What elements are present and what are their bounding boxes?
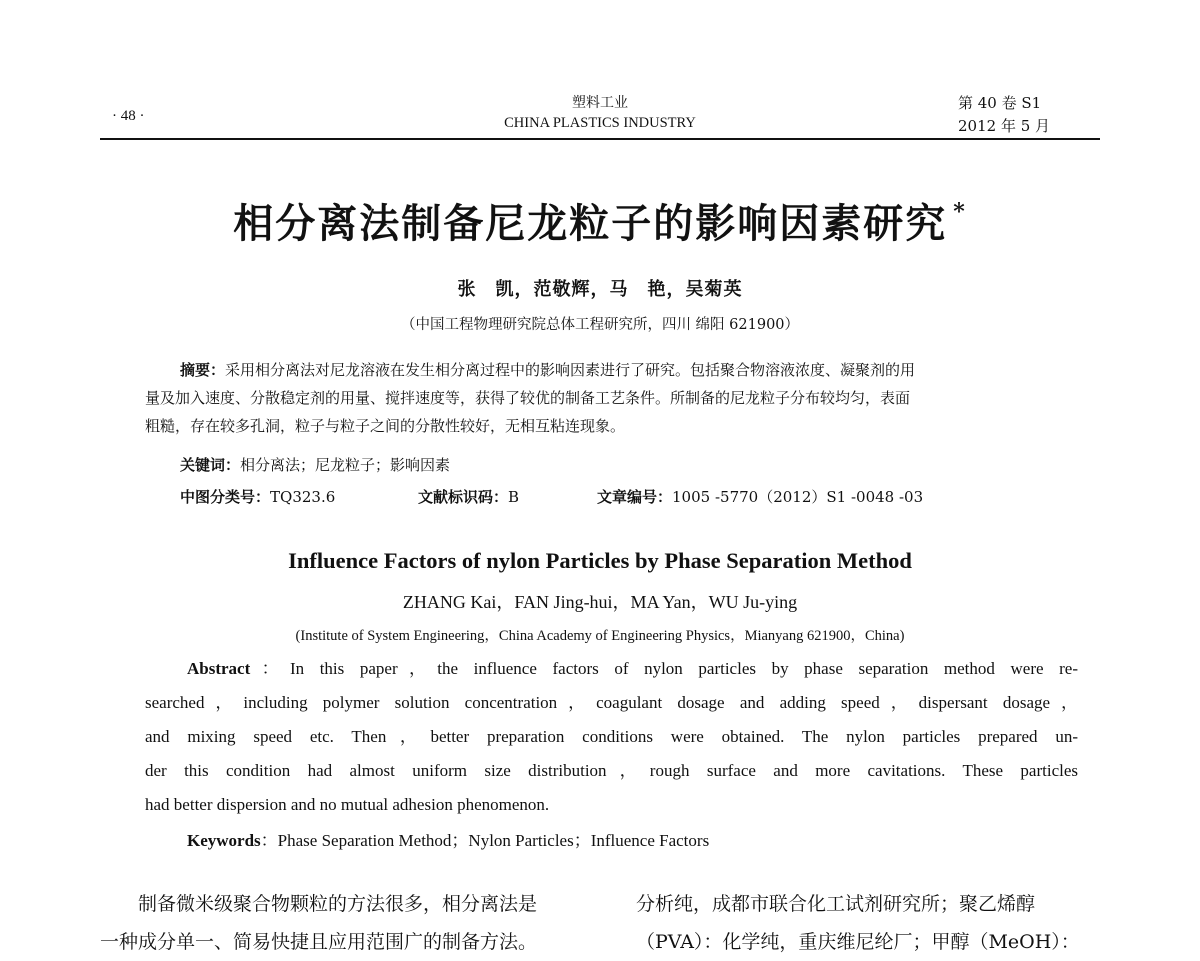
journal-name-en: CHINA PLASTICS INDUSTRY bbox=[504, 115, 696, 131]
page-number: · 48 · bbox=[112, 108, 145, 124]
title-text: 相分离法制备尼龙粒子的影响因素研究 bbox=[233, 200, 948, 247]
body-left-column bbox=[100, 885, 537, 961]
abstract-en-line: der this condition had almost uniform size distribution，rough surface and more cavitations. These particles bbox=[145, 761, 1078, 780]
abstract-en-line: had better dispersion and no mutual adhesion phenomenon. bbox=[145, 795, 550, 814]
abstract-cn-label: 摘要： bbox=[180, 361, 226, 379]
title-footnote-mark: * bbox=[953, 199, 967, 225]
keywords-cn bbox=[180, 454, 450, 475]
abstract-en-line: searched，including polymer solution concentration，coagulant dosage and adding speed，dispersant dosage， bbox=[145, 693, 1078, 712]
authors-cn: 张 凯，范敬辉，马 艳，吴菊英 bbox=[457, 279, 743, 300]
journal-name-cn: 塑料工业 bbox=[572, 95, 628, 111]
body-line: 制备微米级聚合物颗粒的方法很多，相分离法是 bbox=[100, 893, 538, 915]
abstract-en bbox=[145, 652, 1078, 822]
body-line: 分析纯，成都市联合化工试剂研究所；聚乙烯醇 bbox=[636, 893, 1036, 915]
keywords-cn-label: 关键词： bbox=[180, 456, 241, 474]
abstract-cn-line: 摘要：采用相分离法对尼龙溶液在发生相分离过程中的影响因素进行了研究。包括聚合物溶液浓度、凝聚剂的用 bbox=[180, 361, 916, 379]
article-title-en: Influence Factors of nylon Particles by Phase Separation Method bbox=[288, 548, 912, 573]
authors-en: ZHANG Kai，FAN Jing-hui，MA Yan，WU Ju-ying bbox=[402, 592, 798, 612]
abstract-en-label: Abstract bbox=[187, 659, 251, 678]
keywords-en-text: ：Phase Separation Method；Nylon Particles；Influence Factors bbox=[260, 831, 710, 850]
body-line: 一种成分单一、简易快捷且应用范围广的制备方法。 bbox=[100, 931, 538, 953]
volume-info: 第 40 卷 S1 bbox=[958, 94, 1042, 112]
body-line: （PVA）：化学纯，重庆维尼纶厂；甲醇（MeOH）： bbox=[636, 931, 1080, 953]
abstract-en-line: and mixing speed etc. Then，better preparation conditions were obtained. The nylon particles prepared un- bbox=[145, 727, 1078, 746]
abstract-en-line: Abstract：In this paper，the influence factors of nylon particles by phase separation method were re- bbox=[187, 659, 1078, 678]
keywords-en bbox=[187, 826, 709, 851]
header-rule bbox=[100, 138, 1100, 140]
keywords-en-label: Keywords bbox=[187, 831, 261, 850]
keywords-cn-text: 相分离法；尼龙粒子；影响因素 bbox=[240, 456, 451, 474]
document-code: 文献标识码：B bbox=[418, 488, 520, 506]
abstract-cn-line: 粗糙，存在较多孔洞，粒子与粒子之间的分散性较好，无相互粘连现象。 bbox=[145, 417, 626, 435]
affiliation-cn: （中国工程物理研究院总体工程研究所，四川 绵阳 621900） bbox=[400, 317, 800, 333]
affiliation-en: (Institute of System Engineering，China Academy of Engineering Physics，Mianyang 621900，China) bbox=[295, 628, 905, 644]
clc-number: 中图分类号：TQ323.6 bbox=[180, 488, 336, 506]
article-number: 文章编号：1005 -5770（2012）S1 -0048 -03 bbox=[597, 488, 924, 506]
body-right-column bbox=[636, 885, 1080, 961]
abstract-cn bbox=[145, 356, 1083, 440]
article-title-cn bbox=[0, 192, 1200, 249]
issue-date: 2012 年 5 月 bbox=[958, 117, 1051, 135]
abstract-cn-line: 量及加入速度、分散稳定剂的用量、搅拌速度等，获得了较优的制备工艺条件。所制备的尼龙粒子分布较均匀，表面 bbox=[145, 389, 911, 407]
